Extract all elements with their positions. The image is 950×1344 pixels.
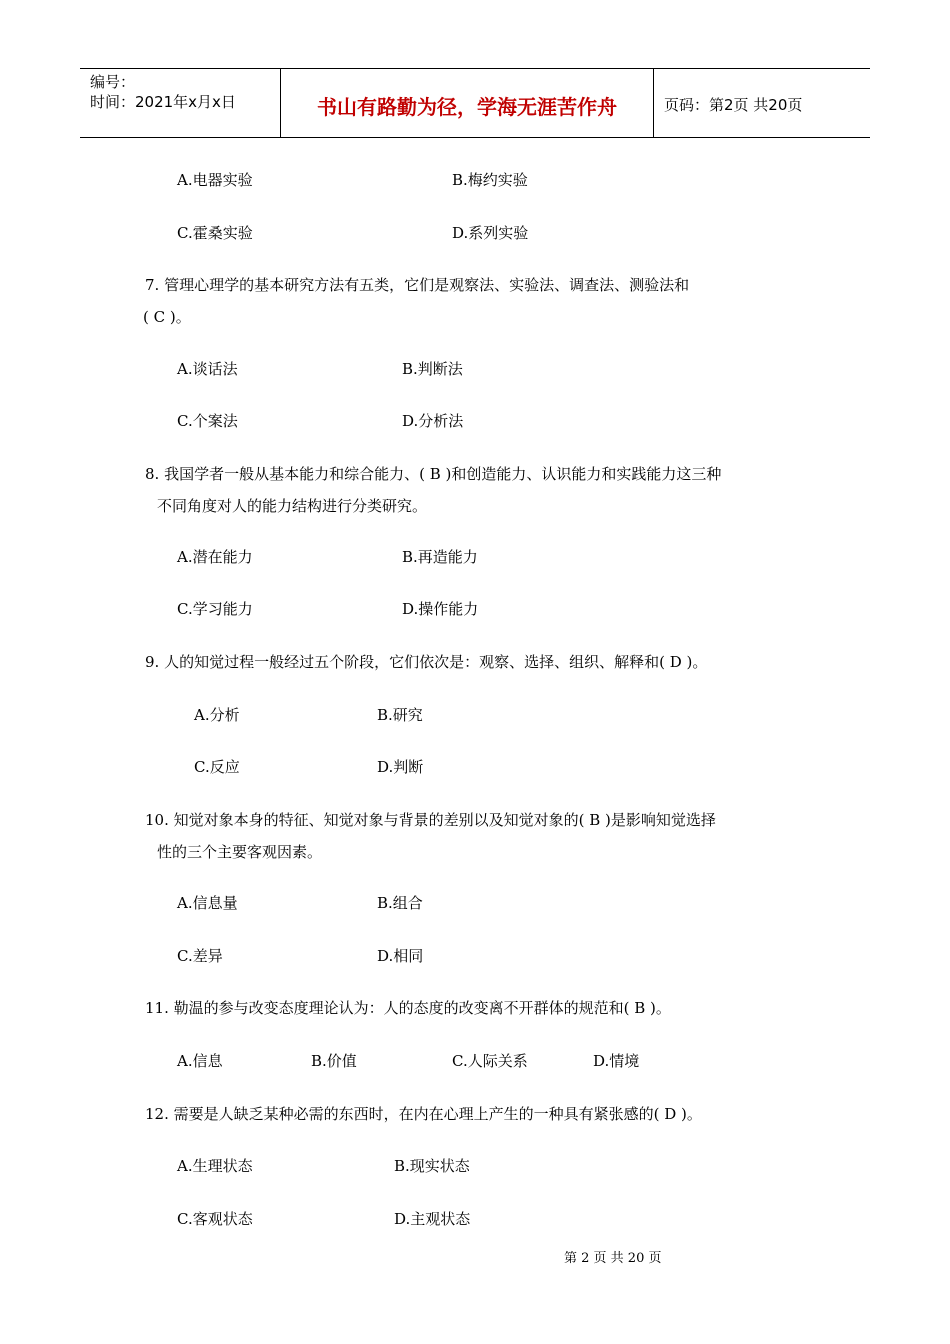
q7-option-a: A.谈话法 xyxy=(177,360,238,378)
q8-option-b: B.再造能力 xyxy=(402,548,478,566)
q6-option-c: C.霍桑实验 xyxy=(177,224,253,242)
q7-option-c: C.个案法 xyxy=(177,412,238,430)
q12-stem-line1: 12. 需要是人缺乏某种必需的东西时，在内在心理上产生的一种具有紧张感的( D )。 xyxy=(145,1105,702,1123)
q12-option-b: B.现实状态 xyxy=(394,1157,470,1175)
q10-option-c: C.差异 xyxy=(177,947,223,965)
q10-stem-line2: 性的三个主要客观因素。 xyxy=(157,843,323,861)
q9-stem-line1: 9. 人的知觉过程一般经过五个阶段，它们依次是：观察、选择、组织、解释和( D )。 xyxy=(145,653,708,671)
q10-option-d: D.相同 xyxy=(377,947,424,965)
q10-stem-line1: 10. 知觉对象本身的特征、知觉对象与背景的差别以及知觉对象的( B )是影响知觉选择 xyxy=(145,811,716,829)
header-motto-cell xyxy=(280,69,654,137)
page-header xyxy=(80,68,870,138)
q10-option-b: B.组合 xyxy=(377,894,423,912)
q8-option-d: D.操作能力 xyxy=(402,600,479,618)
q10-option-a: A.信息量 xyxy=(177,894,238,912)
q7-option-b: B.判断法 xyxy=(402,360,463,378)
q8-option-c: C.学习能力 xyxy=(177,600,253,618)
q11-option-a: A.信息 xyxy=(177,1052,223,1070)
q12-option-c: C.客观状态 xyxy=(177,1210,253,1228)
q9-option-d: D.判断 xyxy=(377,758,424,776)
time-label: 时间：2021年x月x日 xyxy=(90,93,236,111)
q12-option-d: D.主观状态 xyxy=(394,1210,471,1228)
q7-option-d: D.分析法 xyxy=(402,412,464,430)
q7-stem-line1: 7. 管理心理学的基本研究方法有五类，它们是观察法、实验法、调查法、测验法和 xyxy=(145,276,690,294)
page-info: 页码：第2页 共20页 xyxy=(664,96,803,114)
q11-stem-line1: 11. 勒温的参与改变态度理论认为：人的态度的改变离不开群体的规范和( B )。 xyxy=(145,999,671,1017)
page-footer: 第 2 页 共 20 页 xyxy=(564,1251,662,1266)
serial-label: 编号： xyxy=(90,73,136,91)
q8-stem-line1: 8. 我国学者一般从基本能力和综合能力、( B )和创造能力、认识能力和实践能力这三种 xyxy=(145,465,722,483)
q12-option-a: A.生理状态 xyxy=(177,1157,253,1175)
q8-stem-line2: 不同角度对人的能力结构进行分类研究。 xyxy=(157,497,428,515)
q11-option-b: B.价值 xyxy=(311,1052,357,1070)
q6-option-d: D.系列实验 xyxy=(452,224,529,242)
motto-text: 书山有路勤为径，学海无涯苦作舟 xyxy=(317,95,617,119)
q7-stem-line2: ( C )。 xyxy=(143,308,191,326)
q11-option-d: D.情境 xyxy=(593,1052,640,1070)
q11-option-c: C.人际关系 xyxy=(452,1052,528,1070)
q9-option-b: B.研究 xyxy=(377,706,423,724)
header-page-cell xyxy=(654,69,870,137)
q8-option-a: A.潜在能力 xyxy=(177,548,253,566)
q9-option-c: C.反应 xyxy=(194,758,240,776)
q6-option-a: A.电器实验 xyxy=(177,171,253,189)
q6-option-b: B.梅约实验 xyxy=(452,171,528,189)
q9-option-a: A.分析 xyxy=(194,706,240,724)
header-meta-cell xyxy=(80,69,280,137)
